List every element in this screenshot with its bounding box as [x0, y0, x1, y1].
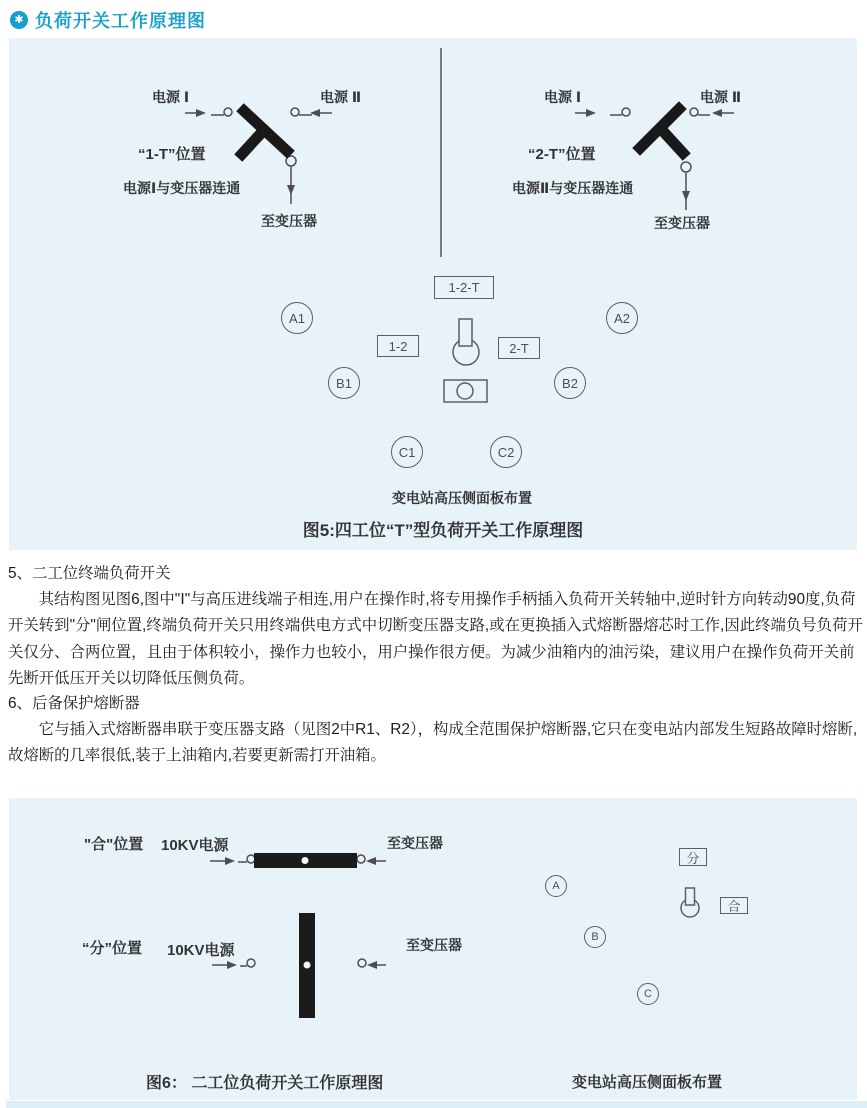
fig5-panel-circle-A2: A2 — [606, 302, 638, 334]
fig5-panel-caption: 变电站高压侧面板布置 — [392, 490, 532, 506]
fig6-panel-caption: 变电站高压侧面板布置 — [572, 1074, 723, 1091]
fig5-panel-circle-B2: B2 — [554, 367, 586, 399]
fig5-left-source2-label: 电源 Ⅱ — [320, 89, 362, 105]
fig5-panel-box-1-2: 1-2 — [377, 335, 419, 357]
fig5-left-source1-label: 电源 Ⅰ — [152, 89, 190, 105]
fig6-panel-circle-A: A — [545, 875, 567, 897]
fig6-close-to-transformer-label: 至变压器 — [387, 835, 443, 851]
star-circle-icon: ✱ — [10, 11, 28, 29]
fig5-left-to-transformer-label: 至变压器 — [261, 213, 317, 229]
next-section-strip — [6, 1101, 867, 1108]
fig5-left-position-label: “1-T”位置 — [138, 146, 206, 163]
fig6-close-position-label: "合"位置 — [84, 836, 144, 853]
fig6-panel-circle-B: B — [584, 926, 606, 948]
fig5-panel-box-1-2-T: 1-2-T — [434, 276, 494, 299]
section6-heading: 6、后备保护熔断器 — [8, 695, 140, 712]
fig5-right-source1-label: 电源 Ⅰ — [544, 89, 582, 105]
fig5-panel-circle-A1: A1 — [281, 302, 313, 334]
fig5-right-connection-label: 电源Ⅱ与变压器连通 — [512, 180, 634, 196]
fig6-panel-box-close: 合 — [720, 897, 748, 914]
fig5-right-to-transformer-label: 至变压器 — [654, 215, 710, 231]
fig6-panel-circle-C: C — [637, 983, 659, 1005]
fig5-panel-circle-B1: B1 — [328, 367, 360, 399]
fig5-caption: 图5:四工位“T”型负荷开关工作原理图 — [302, 521, 584, 540]
fig5-left-connection-label: 电源Ⅰ与变压器连通 — [123, 180, 241, 196]
fig5-panel-circle-C2: C2 — [490, 436, 522, 468]
fig5-panel-box-2-T: 2-T — [498, 337, 540, 359]
page-title: 负荷开关工作原理图 — [35, 11, 206, 31]
section5-body: 其结构图见图6,图中"Ⅰ"与高压进线端子相连,用户在操作时,将专用操作手柄插入负荷开关转轴中,逆时针方向转动90度,负荷开关转到"分"闸位置,终端负荷开关只用终端供电方式中切断变压器支路,或在更换插入式熔断器熔芯时工作,因此终端负号负荷开关仅分、合两位置，且由于体积较小，操作力也较小，用户操作很方便。为减少油箱内的油污染，建议用户在操作负荷开关前先断开低压开关以切降低压侧负荷。 — [8, 591, 863, 688]
fig6-close-source-label: 10KV电源 — [161, 837, 229, 854]
fig6-panel-box-open: 分 — [679, 848, 707, 866]
fig6-open-to-transformer-label: 至变压器 — [406, 937, 462, 953]
section5-heading: 5、二工位终端负荷开关 — [8, 565, 171, 582]
fig5-right-source2-label: 电源 Ⅱ — [700, 89, 742, 105]
fig5-right-position-label: “2-T”位置 — [528, 146, 596, 163]
fig5-panel-circle-C1: C1 — [391, 436, 423, 468]
section6-body: 它与插入式熔断器串联于变压器支路（见图2中R1、R2），构成全范围保护熔断器,它只在变电站内部发生短路故障时熔断,故熔断的几率很低,装于上油箱内,若要更新需打开油箱。 — [8, 721, 858, 765]
fig6-open-position-label: “分”位置 — [82, 940, 143, 957]
fig6-caption: 图6： 二工位负荷开关工作原理图 — [146, 1075, 384, 1092]
fig6-open-source-label: 10KV电源 — [167, 942, 235, 959]
section-header — [10, 7, 206, 33]
figure5-panel-background — [9, 38, 857, 550]
